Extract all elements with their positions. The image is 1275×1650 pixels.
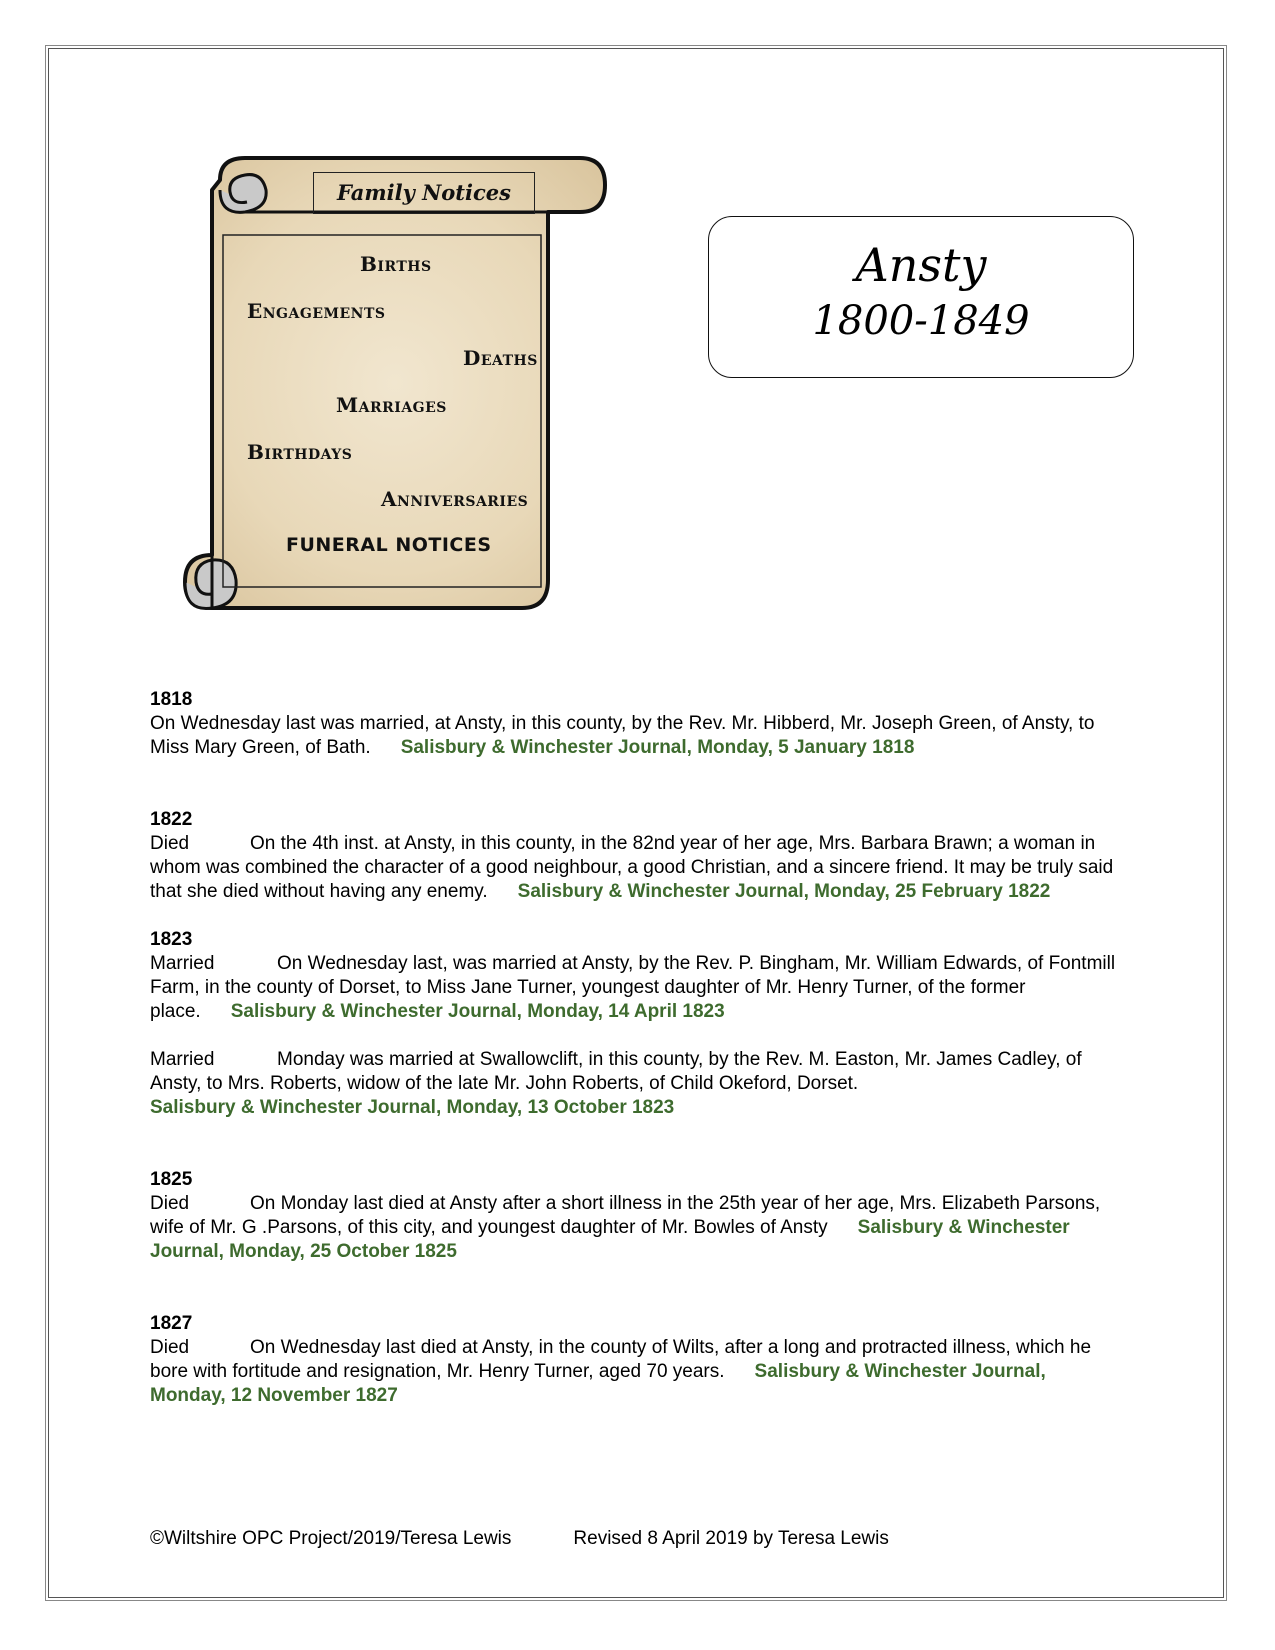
notice-type: Died: [150, 1193, 190, 1214]
notice-body: On Wednesday last was married, at Ansty, in this county, by the Rev. Mr. Hibberd, Mr. Joseph Green, of Ansty, to Miss Mary Green, of Bath.: [150, 713, 1095, 758]
notice-entry: [150, 1168, 1125, 1264]
notice-text: [150, 1336, 1125, 1408]
title-box: [708, 216, 1134, 378]
notice-source: Salisbury & Winchester Journal, Monday, 14 April 1823: [230, 1001, 725, 1022]
notice-text: [150, 1048, 1125, 1120]
notice-body: On Monday last died at Ansty after a short illness in the 25th year of her age, Mrs. Elizabeth Parsons, wife of Mr. G .Parsons, of this city, and youngest daughter of Mr. Bowles of Ansty: [150, 1193, 1101, 1238]
notice-text: [150, 832, 1125, 904]
scroll-item-engagements: Engagements: [247, 299, 386, 323]
copyright-text: ©Wiltshire OPC Project/2019/Teresa Lewis: [150, 1528, 512, 1549]
notice-entry: [150, 1048, 1125, 1120]
notice-source: Salisbury & Winchester Journal, Monday, 12 November 1827: [150, 1361, 1046, 1406]
notice-body: Monday was married at Swallowclift, in this county, by the Rev. M. Easton, Mr. James Cadley, of Ansty, to Mrs. Roberts, widow of the late Mr. John Roberts, of Child Okeford, Dorset.: [150, 1049, 1082, 1094]
notice-source: Salisbury & Winchester Journal, Monday, 25 February 1822: [517, 881, 1051, 902]
notice-text: [150, 952, 1125, 1024]
notice-year: 1818: [150, 689, 193, 710]
year-range: 1800-1849: [812, 298, 1030, 344]
notice-entry: [150, 808, 1125, 904]
notice-year: 1822: [150, 809, 193, 830]
scroll-item-birthdays: Birthdays: [247, 440, 353, 464]
scroll-item-marriages: Marriages: [336, 393, 447, 417]
notice-text: [150, 712, 1125, 760]
notice-entry: [150, 1312, 1125, 1408]
place-name: Ansty: [855, 238, 987, 292]
notice-text: [150, 1192, 1125, 1264]
notice-year: 1825: [150, 1169, 193, 1190]
notice-type: Married: [150, 953, 215, 974]
notice-body: On Wednesday last died at Ansty, in the county of Wilts, after a long and protracted illness, which he bore with fortitude and resignation, Mr. Henry Turner, aged 70 years.: [150, 1337, 1092, 1382]
notice-entry: [150, 928, 1125, 1024]
revised-text: Revised 8 April 2019 by Teresa Lewis: [573, 1528, 889, 1549]
notice-year: 1827: [150, 1313, 193, 1334]
scroll-item-funeral-notices: FUNERAL NOTICES: [286, 534, 492, 556]
scroll-title: Family Notices: [313, 172, 535, 214]
notice-type: Died: [150, 833, 190, 854]
notice-source: Salisbury & Winchester Journal, Monday, 25 October 1825: [150, 1217, 1070, 1262]
scroll-item-deaths: Deaths: [463, 346, 538, 370]
notice-entry: [150, 688, 1125, 760]
notice-body: On the 4th inst. at Ansty, in this county, in the 82nd year of her age, Mrs. Barbara Brawn; a woman in whom was combined the character of a good neighbour, a good Christian, and a sincere friend. It may be truly said that she died without having any enemy.: [150, 833, 1114, 902]
notice-body: On Wednesday last, was married at Ansty, by the Rev. P. Bingham, Mr. William Edwards, of Fontmill Farm, in the county of Dorset, to Miss Jane Turner, youngest daughter of Mr. Henry Turner, of the former place.: [150, 953, 1116, 1022]
notice-type: Died: [150, 1337, 190, 1358]
footer: [150, 1527, 889, 1551]
notice-type: Married: [150, 1049, 215, 1070]
scroll-item-anniversaries: Anniversaries: [381, 487, 529, 511]
notice-year: 1823: [150, 929, 193, 950]
notice-source: Salisbury & Winchester Journal, Monday, 5 January 1818: [400, 737, 915, 758]
notice-source: Salisbury & Winchester Journal, Monday, 13 October 1823: [150, 1097, 675, 1118]
notices-list: [150, 688, 1125, 1408]
scroll-item-births: Births: [360, 252, 432, 276]
